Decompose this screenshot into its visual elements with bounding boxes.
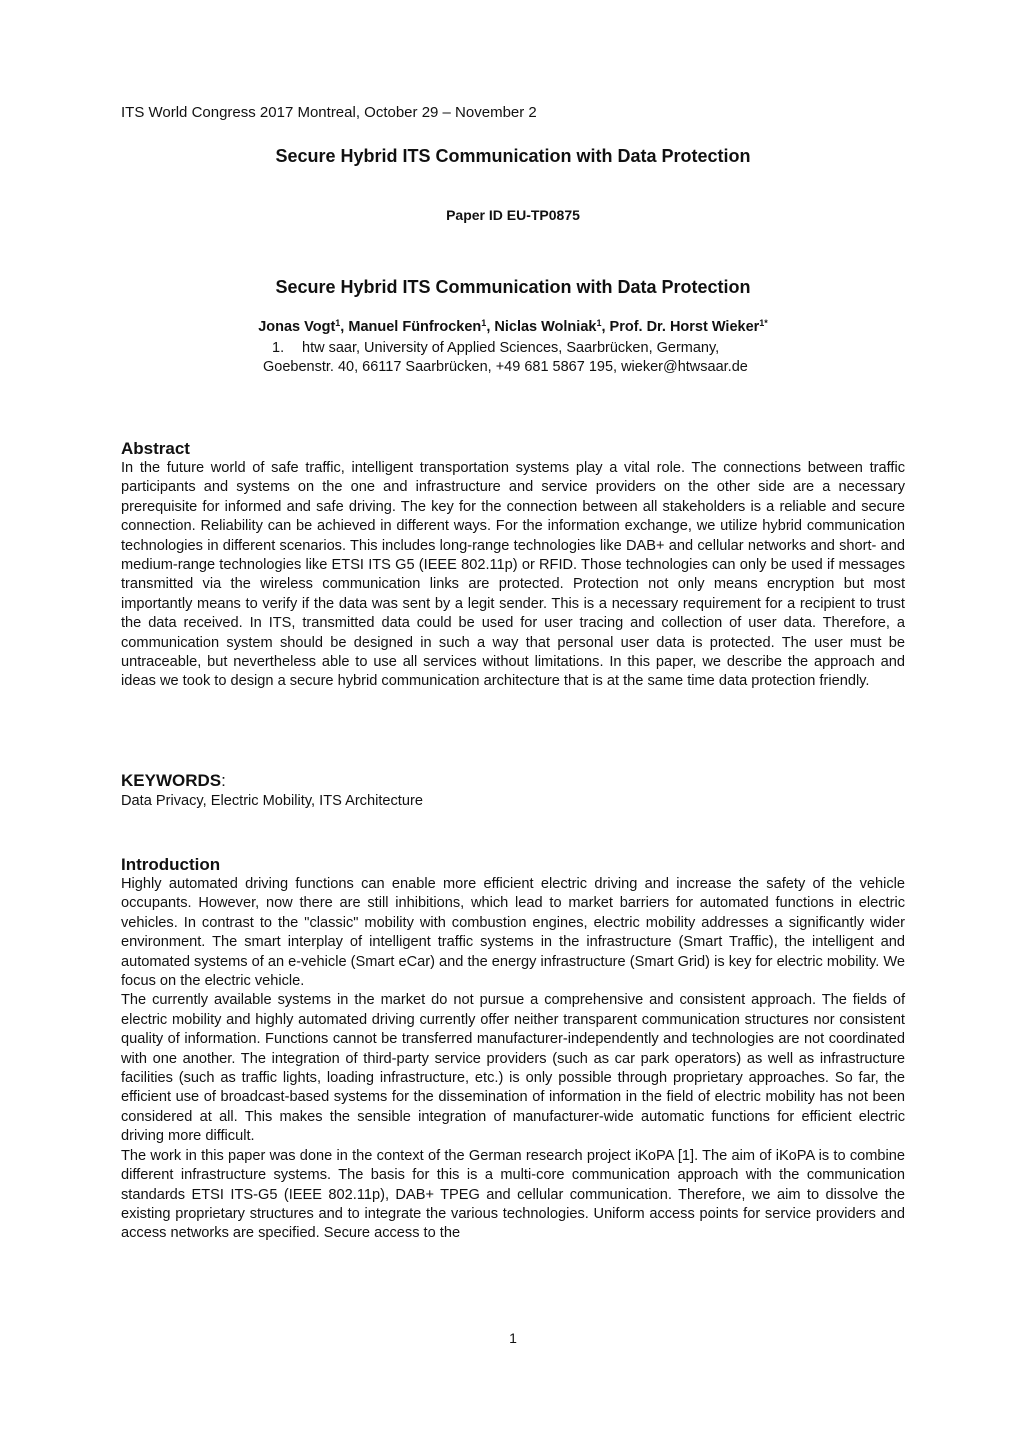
author-name: Prof. Dr. Horst Wieker — [609, 319, 760, 335]
paper-page — [121, 0, 905, 1449]
author-name: Manuel Fünfrocken — [348, 319, 482, 335]
keywords-label: KEYWORDS — [121, 771, 222, 790]
author-affiliation-mark: 1 — [481, 318, 487, 328]
page-number: 1 — [509, 1330, 517, 1346]
abstract-heading: Abstract — [121, 439, 190, 458]
paper-title: Secure Hybrid ITS Communication with Data Protection — [275, 277, 751, 297]
running-title: Secure Hybrid ITS Communication with Data Protection — [275, 146, 751, 166]
author-separator: , — [340, 319, 349, 335]
keywords-colon: : — [221, 771, 226, 790]
author-separator: , — [601, 319, 610, 335]
affiliation-institution: htw saar, University of Applied Sciences, Saarbrücken, Germany, — [302, 340, 720, 356]
paper-id: Paper ID EU-TP0875 — [446, 207, 580, 223]
introduction-paragraph: Highly automated driving functions can enable more efficient electric driving and increase the safety of the vehicle occupants. However, now there are still inhibitions, which lead to market barriers for automated functions in electric vehicles. In contrast to the "classic" mobility with combustion engines, electric mobility addresses a significantly wider environment. The smart interplay of intelligent traffic systems in the infrastructure (Smart Traffic), the intelligent and automated systems of an e-vehicle (Smart eCar) and the energy infrastructure (Smart Grid) is key for electric mobility. We focus on the electric vehicle. — [121, 876, 905, 990]
author-list — [121, 318, 905, 336]
author-name: Niclas Wolniak — [494, 319, 597, 335]
introduction-paragraph: The currently available systems in the market do not pursue a comprehensive and consistent approach. The fields of electric mobility and highly automated driving currently offer neither transparent communication structures nor consistent quality of information. Functions cannot be transferred manufacturer-independently and technologies are not coordinated with one another. The integration of third-party service providers (such as car park operators) as well as infrastructure facilities (such as traffic lights, loading infrastructure, etc.) is only possible through proprietary approaches. So far, the efficient use of broadcast-based systems for the dissemination of information in the field of electric mobility has not been considered at all. This makes the sensible integration of manufacturer-wide automatic functions for efficient electric driving more difficult. — [121, 992, 905, 1145]
introduction-body — [121, 875, 905, 1244]
abstract-paragraph: In the future world of safe traffic, intelligent transportation systems play a vital role. The connections between traffic participants and systems on the one and infrastructure and service providers on the other side are a necessary prerequisite for informed and safe driving. The key for the connection between all stakeholders is a reliable and secure connection. Reliability can be achieved in different ways. For the information exchange, we utilize hybrid communication technologies in different scenarios. This includes long-range technologies like DAB+ and cellular networks and short- and medium-range technologies like ETSI ITS G5 (IEEE 802.11p) or RFID. Those technologies can only be used if messages transmitted via the wireless communication links are protected. Protection not only means encryption but most importantly means to verify if the data was sent by a legit sender. This is a necessary requirement for a recipient to trust the data received. In ITS, transmitted data could be used for user tracing and collection of user data. Therefore, a communication system should be designed in such a way that personal user data is protected. The user must be untraceable, but nevertheless able to use all services without limitations. In this paper, we describe the approach and ideas we took to design a secure hybrid communication architecture that is at the same time data protection friendly. — [121, 460, 905, 690]
author-affiliation-mark: 1* — [759, 318, 768, 328]
author-separator: , — [486, 319, 495, 335]
keywords-heading — [121, 771, 226, 791]
abstract-body — [121, 459, 905, 692]
author-affiliation-mark: 1 — [596, 318, 602, 328]
conference-header: ITS World Congress 2017 Montreal, October 29 – November 2 — [121, 104, 537, 121]
introduction-heading: Introduction — [121, 855, 221, 874]
author-name: Jonas Vogt — [258, 319, 336, 335]
author-affiliation-mark: 1 — [335, 318, 341, 328]
affiliation-address: Goebenstr. 40, 66117 Saarbrücken, +49 681 5867 195, wieker@htwsaar.de — [263, 359, 748, 375]
affiliation-number: 1. — [272, 340, 285, 356]
introduction-paragraph: The work in this paper was done in the context of the German research project iKoPA [1]. The aim of iKoPA is to combine different infrastructure systems. The basis for this is a multi-core communication approach with the communication standards ETSI ITS-G5 (IEEE 802.11p), DAB+ TPEG and cellular communication. Therefore, we aim to dissolve the existing proprietary structures and to integrate the various technologies. Uniform access points for service providers and access networks are specified. Secure access to the — [121, 1147, 905, 1242]
keywords-list: Data Privacy, Electric Mobility, ITS Architecture — [121, 793, 423, 809]
